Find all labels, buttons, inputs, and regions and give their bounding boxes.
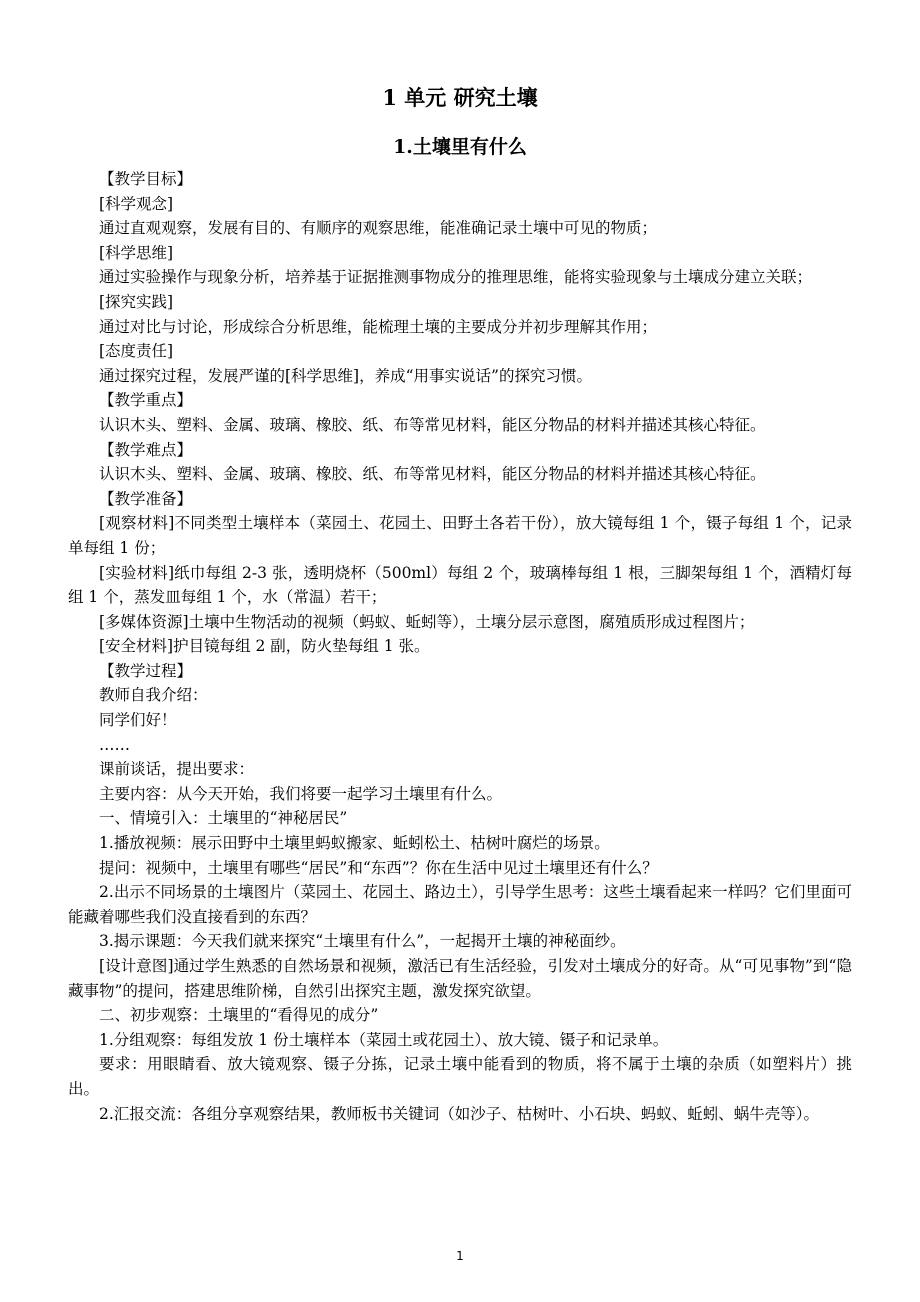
- unit-title: 1 单元 研究土壤: [382, 85, 538, 110]
- paragraph: 认识木头、塑料、金属、玻璃、橡胶、纸、布等常见材料，能区分物品的材料并描述其核心特征。: [99, 465, 766, 484]
- paragraph: [实验材料]纸巾每组 2-3 张，透明烧杯（500ml）每组 2 个，玻璃棒每组 1 根，三脚架每组 1 个，酒精灯每组 1 个，蒸发皿每组 1 个，水（常温）若干；: [68, 563, 852, 607]
- paragraph: 2.出示不同场景的土壤图片（菜园土、花园土、路边土），引导学生思考：这些土壤看起来一样吗？它们里面可能藏着哪些我们没直接看到的东西？: [68, 883, 852, 926]
- paragraph: [观察材料]不同类型土壤样本（菜园土、花园土、田野土各若干份），放大镜每组 1 个，镊子每组 1 个，记录单每组 1 份；: [68, 514, 852, 557]
- paragraph: 【教学过程】: [99, 661, 193, 680]
- paragraph: [多媒体资源]土壤中生物活动的视频（蚂蚁、蚯蚓等），土壤分层示意图，腐殖质形成过程图片；: [99, 612, 755, 631]
- paragraph: 【教学目标】: [99, 170, 193, 188]
- paragraph: [设计意图]通过学生熟悉的自然场景和视频，激活已有生活经验，引发对土壤成分的好奇。从“可见事物”到“隐藏事物”的提问，搭建思维阶梯，自然引出探究主题，激发探究欲望。: [68, 957, 852, 1000]
- paragraph: 1.分组观察：每组发放 1 份土壤样本（菜园土或花园土）、放大镜、镊子和记录单。: [99, 1030, 669, 1049]
- paragraph: 课前谈话，提出要求：: [99, 760, 255, 779]
- paragraph: 教师自我介绍：: [99, 686, 208, 705]
- paragraph: ……: [99, 735, 130, 754]
- paragraph: 认识木头、塑料、金属、玻璃、橡胶、纸、布等常见材料，能区分物品的材料并描述其核心特征。: [99, 415, 766, 434]
- paragraph: 【教学重点】: [99, 391, 193, 410]
- paragraph: 提问：视频中，土壤里有哪些“居民”和“东西”？你在生活中见过土壤里还有什么？: [99, 858, 658, 877]
- paragraph: 3.揭示课题：今天我们就来探究“土壤里有什么”，一起揭开土壤的神秘面纱。: [99, 932, 626, 951]
- paragraph: 通过实验操作与现象分析，培养基于证据推测事物成分的推理思维，能将实验现象与土壤成分建立关联；: [99, 268, 813, 287]
- paragraph: [科学观念]: [99, 194, 174, 213]
- lesson-title: 1.土壤里有什么: [393, 136, 527, 158]
- paragraph: 通过直观观察，发展有目的、有顺序的观察思维，能准确记录土壤中可见的物质；: [99, 219, 658, 238]
- paragraph: 二、初步观察：土壤里的“看得见的成分”: [99, 1006, 379, 1025]
- paragraph: 通过对比与讨论，形成综合分析思维，能梳理土壤的主要成分并初步理解其作用；: [99, 317, 658, 336]
- paragraph: 【教学难点】: [99, 440, 193, 459]
- paragraph: 要求：用眼睛看、放大镜观察、镊子分拣，记录土壤中能看到的物质，将不属于土壤的杂质（如塑料片）挑出。: [68, 1055, 852, 1098]
- paragraph: 同学们好！: [99, 711, 177, 730]
- paragraph: 一、情境引入：土壤里的“神秘居民”: [99, 809, 348, 828]
- paragraph: [探究实践]: [99, 292, 174, 311]
- paragraph: 主要内容：从今天开始，我们将要一起学习土壤里有什么。: [99, 784, 503, 803]
- document-body: [68, 167, 852, 1126]
- paragraph: [态度责任]: [99, 342, 174, 361]
- paragraph: 【教学准备】: [99, 489, 193, 508]
- page-number: 1: [456, 1249, 464, 1263]
- paragraph: 2.汇报交流：各组分享观察结果，教师板书关键词（如沙子、枯树叶、小石块、蚂蚁、蚯蚓、蜗牛壳等）。: [99, 1104, 820, 1123]
- paragraph: [安全材料]护目镜每组 2 副，防火垫每组 1 张。: [99, 637, 430, 656]
- paragraph: 通过探究过程，发展严谨的[科学思维]，养成“用事实说话”的探究习惯。: [99, 366, 592, 385]
- paragraph: 1.播放视频：展示田野中土壤里蚂蚁搬家、蚯蚓松土、枯树叶腐烂的场景。: [99, 834, 610, 853]
- paragraph: [科学思维]: [99, 243, 174, 262]
